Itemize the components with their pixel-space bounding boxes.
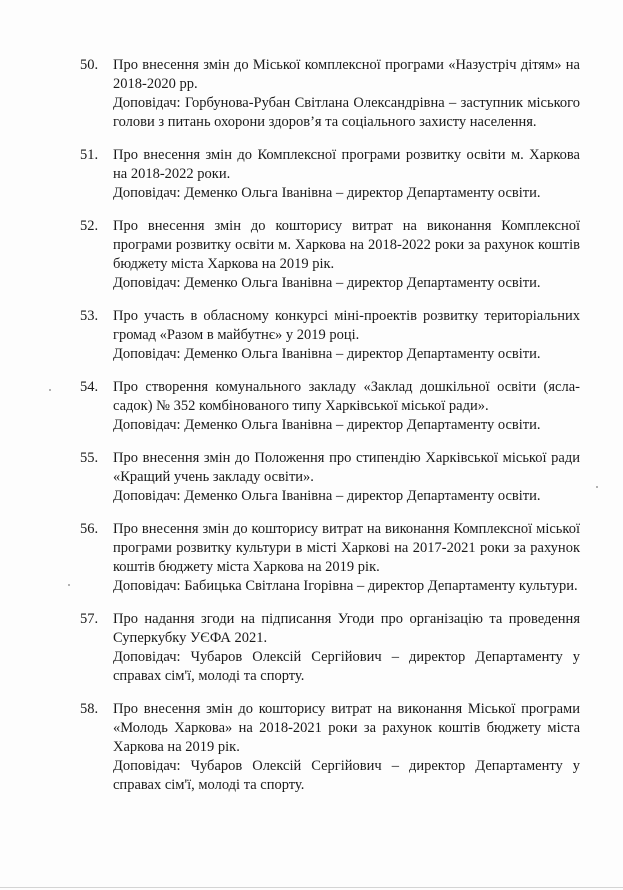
item-title: Про внесення змін до Комплексної програми розвитку освіти м. Харкова на 2018-2022 роки. bbox=[113, 147, 580, 182]
item-speaker: Доповідач: Чубаров Олексій Сергійович – директор Департаменту у справах сім'ї, молоді та спорту. bbox=[113, 649, 580, 684]
scan-speck bbox=[68, 584, 70, 586]
item-body bbox=[113, 307, 580, 364]
item-number: 52. bbox=[80, 218, 99, 234]
item-number: 54. bbox=[80, 379, 99, 395]
item-speaker: Доповідач: Деменко Ольга Іванівна – директор Департаменту освіти. bbox=[113, 417, 541, 433]
item-title: Про внесення змін до кошторису витрат на виконання Комплексної міської програми розвитку культури в місті Харкові на 2017-2021 роки за рахунок коштів бюджету міста Харкова на 2019 рік. bbox=[113, 521, 580, 575]
item-title: Про внесення змін до кошторису витрат на виконання Комплексної програми розвитку освіти м. Харкова на 2018-2022 роки за рахунок коштів бюджету міста Харкова на 2019 рік. bbox=[113, 218, 580, 272]
item-title: Про надання згоди на підписання Угоди про організацію та проведення Суперкубку УЄФА 2021. bbox=[113, 611, 580, 646]
item-title: Про внесення змін до кошторису витрат на виконання Міської програми «Молодь Харкова» на 2018-2021 роки за рахунок коштів бюджету міста Харкова на 2019 рік. bbox=[113, 701, 580, 755]
agenda-list bbox=[80, 56, 580, 809]
agenda-item bbox=[80, 217, 580, 293]
scan-edge-line bbox=[0, 887, 623, 888]
item-body bbox=[113, 520, 580, 596]
item-body bbox=[113, 700, 580, 795]
agenda-item bbox=[80, 307, 580, 364]
item-number: 50. bbox=[80, 57, 99, 73]
item-speaker: Доповідач: Деменко Ольга Іванівна – директор Департаменту освіти. bbox=[113, 488, 541, 504]
item-number: 56. bbox=[80, 521, 99, 537]
item-body bbox=[113, 56, 580, 132]
item-speaker: Доповідач: Деменко Ольга Іванівна – директор Департаменту освіти. bbox=[113, 185, 541, 201]
item-body bbox=[113, 217, 580, 293]
item-speaker: Доповідач: Бабицька Світлана Ігорівна – директор Департаменту культури. bbox=[113, 578, 578, 594]
item-number: 55. bbox=[80, 450, 99, 466]
item-title: Про створення комунального закладу «Заклад дошкільної освіти (ясла-садок) № 352 комбінованого типу Харківської міської ради». bbox=[113, 379, 580, 414]
item-body bbox=[113, 378, 580, 435]
item-body bbox=[113, 449, 580, 506]
agenda-item bbox=[80, 56, 580, 132]
item-title: Про внесення змін до Міської комплексної програми «Назустріч дітям» на 2018-2020 рр. bbox=[113, 57, 580, 92]
item-number: 51. bbox=[80, 147, 99, 163]
item-body bbox=[113, 146, 580, 203]
item-speaker: Доповідач: Деменко Ольга Іванівна – директор Департаменту освіти. bbox=[113, 275, 541, 291]
item-speaker: Доповідач: Чубаров Олексій Сергійович – директор Департаменту у справах сім'ї, молоді та спорту. bbox=[113, 758, 580, 793]
item-speaker: Доповідач: Горбунова-Рубан Світлана Олександрівна – заступник міського голови з питань охорони здоров’я та соціального захисту населення. bbox=[113, 95, 580, 130]
item-number: 57. bbox=[80, 611, 99, 627]
agenda-item bbox=[80, 449, 580, 506]
agenda-item bbox=[80, 610, 580, 686]
agenda-item bbox=[80, 146, 580, 203]
item-body bbox=[113, 610, 580, 686]
scan-speck bbox=[596, 486, 598, 488]
item-number: 53. bbox=[80, 308, 99, 324]
item-number: 58. bbox=[80, 701, 99, 717]
item-speaker: Доповідач: Деменко Ольга Іванівна – директор Департаменту освіти. bbox=[113, 346, 541, 362]
agenda-item bbox=[80, 520, 580, 596]
item-title: Про участь в обласному конкурсі міні-проектів розвитку територіальних громад «Разом в майбутнє» у 2019 році. bbox=[113, 308, 580, 343]
item-title: Про внесення змін до Положення про стипендію Харківської міської ради «Кращий учень закладу освіти». bbox=[113, 450, 580, 485]
agenda-item bbox=[80, 378, 580, 435]
agenda-item bbox=[80, 700, 580, 795]
scan-speck bbox=[49, 389, 51, 391]
